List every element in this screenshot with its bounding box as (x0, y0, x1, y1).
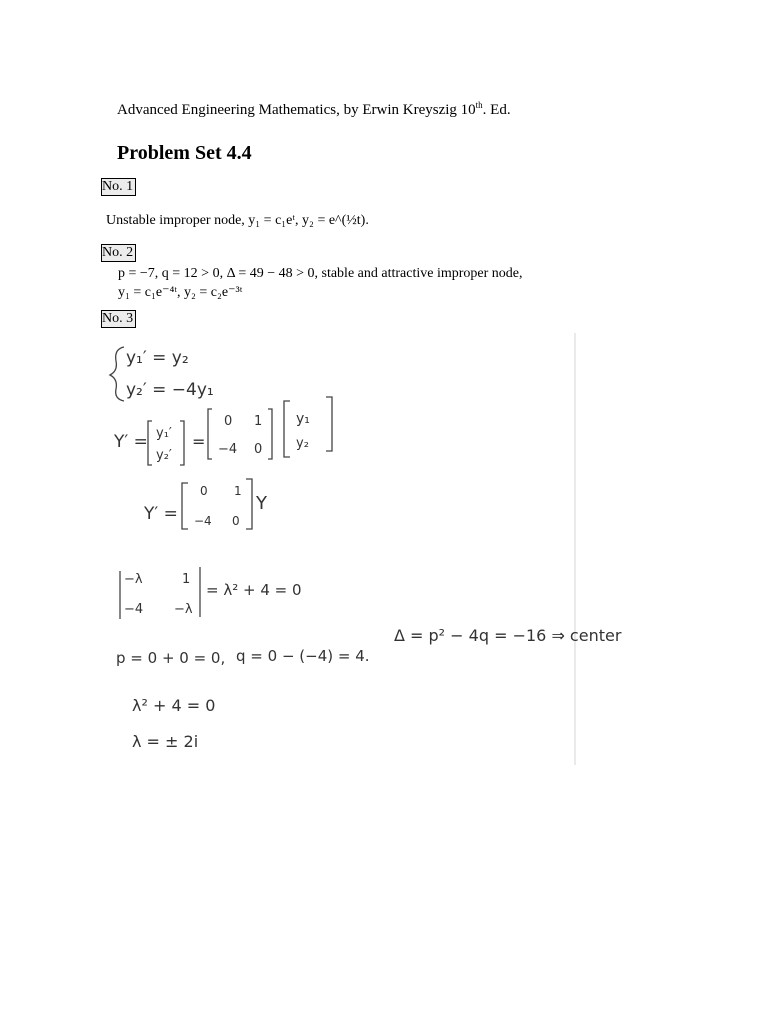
problem-2-label (101, 244, 136, 262)
compact-a12: 1 (234, 484, 242, 498)
q-value: q = 0 − (−4) = 4. (236, 647, 370, 665)
det-a11: −λ (124, 572, 143, 587)
book-reference (117, 100, 511, 119)
rhs-vector-entry-1: y₁ (296, 411, 310, 427)
edition-superscript: th (475, 100, 483, 110)
matrix-eq-lhs: Y′ = (114, 432, 148, 452)
system-eq-2: y₂′ = −4y₁ (126, 380, 214, 400)
vector-entry-2: y₂′ (156, 448, 172, 463)
compact-a21: −4 (194, 514, 212, 528)
compact-eq-lhs: Y′ = (144, 504, 178, 524)
matrix-a21: −4 (218, 442, 238, 457)
problem-1-label (101, 178, 136, 196)
matrix-a12: 1 (254, 414, 263, 429)
vector-right-bracket (180, 421, 184, 465)
book-reference-text: Advanced Engineering Mathematics, by Erwin Kreyszig 10 (117, 102, 476, 118)
compact-matrix-right-bracket (246, 479, 252, 529)
book-reference-suffix: . Ed. (482, 102, 511, 118)
det-a21: −4 (124, 602, 144, 617)
handwritten-solution-drawing (100, 333, 622, 765)
problem-2-answer-line-1: p = −7, q = 12 > 0, Δ = 49 − 48 > 0, stable and attractive improper node, (118, 266, 523, 281)
handwritten-solution (100, 333, 622, 765)
compact-eq-rhs: Y (256, 493, 267, 514)
problem-2-label-text: No. 2 (102, 245, 134, 260)
system-brace (110, 347, 124, 401)
problem-set-title: Problem Set 4.4 (117, 142, 252, 164)
p-value: p = 0 + 0 = 0, (116, 649, 226, 667)
matrix-right-bracket (268, 409, 272, 459)
characteristic-equation: λ² + 4 = 0 (132, 696, 216, 715)
vector-left-bracket (148, 421, 152, 465)
matrix-a11: 0 (224, 414, 233, 429)
compact-a11: 0 (200, 484, 208, 498)
rhs-vector-left-bracket (284, 401, 290, 457)
problem-1-answer: Unstable improper node, y₁ = c₁eᵗ, y₂ = e^(½t). (106, 213, 369, 228)
problem-1-label-text: No. 1 (102, 179, 134, 194)
vector-entry-1: y₁′ (156, 426, 172, 441)
det-a22: −λ (174, 602, 193, 617)
delta-value: Δ = p² − 4q = −16 ⇒ center (394, 626, 622, 645)
system-eq-1: y₁′ = y₂ (126, 348, 189, 368)
equals-sign-1: = (192, 432, 206, 451)
problem-3-label-text: No. 3 (102, 311, 134, 326)
problem-3-label (101, 310, 136, 328)
matrix-a22: 0 (254, 442, 263, 457)
rhs-vector-right-bracket (326, 397, 332, 451)
compact-matrix-left-bracket (182, 483, 188, 529)
compact-a22: 0 (232, 514, 240, 528)
det-a12: 1 (182, 572, 191, 587)
rhs-vector-entry-2: y₂ (296, 436, 309, 451)
det-result: = λ² + 4 = 0 (206, 581, 302, 599)
eigenvalues: λ = ± 2i (132, 732, 199, 751)
matrix-left-bracket (208, 409, 212, 459)
problem-2-answer-line-2: y₁ = c₁e⁻⁴ᵗ, y₂ = c₂e⁻³ᵗ (118, 285, 243, 300)
